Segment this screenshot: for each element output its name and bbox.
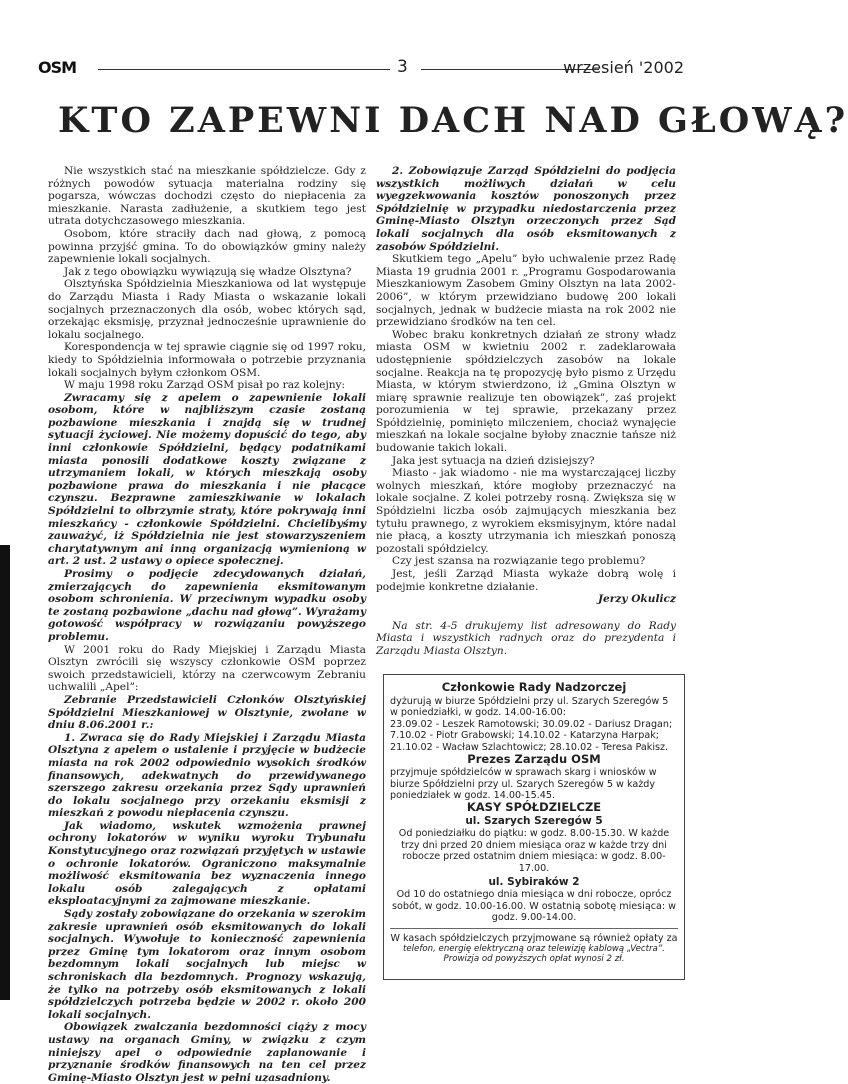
zarzad-title: Prezes Zarządu OSM (467, 751, 601, 766)
left-paragraph: Nie wszystkich stać na mieszkanie spółdzielcze. Gdy z różnych powodów sytuacja materialna rodziny się pogarsza, wówczas dochodzi często do niepłacenia za mieszkanie. Narasta zadłużenie, a skutkiem tego jest utrata dotychczasowego mieszkania. (48, 165, 366, 228)
right-paragraphs (376, 165, 676, 593)
left-paragraph: Korespondencja w tej sprawie ciągnie się od 1997 roku, kiedy to Spółdzielnia informowała o potrzebie przyznania lokali socjalnych byłym członkom OSM. (48, 341, 366, 379)
left-paragraph: Olsztyńska Spółdzielnia Mieszkaniowa od lat występuje do Zarządu Miasta i Rady Miasta o wskazanie lokali socjalnych przeznaczonych dla osób, wobec których sąd, orzekając eksmisję, przyznał jednocześnie uprawnienie do lokalu socjalnego. (48, 278, 366, 341)
box-footer-main: W kasach spółdzielczych przyjmowane są również opłaty za (390, 932, 678, 944)
editor-note: Na str. 4-5 drukujemy list adresowany do Rady Miasta i wszystkich radnych oraz do prezydenta i Zarządu Miasta Olsztyn. (376, 619, 676, 657)
scan-edge (0, 545, 10, 1000)
right-paragraph: Wobec braku konkretnych działań ze strony władz miasta OSM w kwietniu 2002 r. zadeklarowała udostępnienie spółdzielczych zasobów na lokale socjalne. Reakcja na tę propozycję było pismo z Urzędu Miasta, w którym stwierdzono, iż „Gmina Olsztyn w miarę sprawnie realizuje ten obowiązek”, zaś projekt porozumienia w tej sprawie, przekazany przez Spółdzielnię, pominięto milczeniem, chociaż wynajęcie mieszkań na lokale socjalne byłoby znacznie tańsze niż budowanie takich lokali. (376, 328, 676, 455)
left-paragraph: Obowiązek zwalczania bezdomności ciąży z mocy ustawy na organach Gminy, w związku z czym niniejszy apel o odpowiednie zaplanowanie i przyznanie środków finansowych na ten cel przez Gminę-Miasto Olsztyn jest w pełni uzasadniony. (48, 1021, 366, 1084)
right-paragraph: Jest, jeśli Zarząd Miasta wykaże dobrą wolę i podejmie konkretne działanie. (376, 568, 676, 593)
left-paragraph: W maju 1998 roku Zarząd OSM pisał po raz kolejny: (64, 379, 346, 392)
right-paragraph: Jaka jest sytuacja na dzień dzisiejszy? (392, 454, 595, 467)
left-paragraph: Sądy zostały zobowiązane do orzekania w szerokim zakresie uprawnień osób eksmitowanych do lokali socjalnych. Wywołuje to konieczność zapewnienia przez Gminę tym lokatorom oraz innym osobom bezdomnym lokali socjalnych lub miejsc w schroniskach dla bezdomnych. Prognozy wskazują, że tylko na potrzeby osób eksmitowanych z lokali spółdzielczych potrzeba będzie w 2002 r. około 200 lokali socjalnych. (48, 908, 366, 1021)
osm-logo: OSM (38, 58, 77, 77)
kasa1-title: ul. Szarych Szeregów 5 (465, 814, 603, 827)
left-paragraph: Zebranie Przedstawicieli Członków Olsztyńskiej Spółdzielni Mieszkaniowej w Olsztynie, zwołane w dniu 8.06.2001 r.: (48, 693, 366, 732)
kasa1-text: Od poniedziałku do piątku: w godz. 8.00-15.30. W każde trzy dni przed 20 dniem miesiąca oraz w każde trzy dni robocze przed ostatnim dniem miesiąca: w godz. 8.00-17.00. (398, 828, 670, 874)
box-footer-small: telefon, energię elektryczną oraz telewizję kablową „Vectra”. Prowizja od powyższych opłat wynosi 2 zł. (403, 944, 665, 965)
info-box (383, 674, 685, 980)
rada-title: Członkowie Rady Nadzorczej (441, 680, 627, 694)
kasa2-title: ul. Sybiraków 2 (488, 875, 580, 888)
left-paragraph: Zwracamy się z apelem o zapewnienie lokali osobom, które w najbliższym czasie zostaną pozbawione mieszkania i znajdą się w trudnej sytuacji życiowej. Nie możemy dopuścić do tego, aby inni członkowie Spółdzielni, będący podatnikami miasta ponosili dodatkowe koszty związane z utrzymaniem lokali, w których mieszkają osoby pozbawione prawa do mieszkania i nie płacące czynszu. Bezprawne zamieszkiwanie w lokalach Spółdzielni to olbrzymie straty, które pokrywają inni mieszkańcy - członkowie Spółdzielni. Chcielibyśmy zauważyć, iż Spółdzielnia nie jest stowarzyszeniem charytatywnym ani inną organizacją wymienioną w art. 2 ust. 2 ustawy o opiece społecznej. (48, 391, 366, 568)
right-paragraph: Czy jest szansa na rozwiązanie tego problemu? (392, 555, 646, 568)
left-paragraph: W 2001 roku do Rady Miejskiej i Zarządu Miasta Olsztyn zwrócili się wszyscy członkowie OSM poprzez swoich przedstawicieli, którzy na czerwcowym Zebraniu uchwalili „Apel”: (48, 643, 366, 694)
left-paragraph: Jak z tego obowiązku wywiązują się władze Olsztyna? (64, 265, 352, 278)
author-signature: Jerzy Okulicz (598, 593, 676, 606)
article-column-left (48, 165, 366, 1084)
issue-date: wrzesień '2002 (563, 58, 684, 77)
box-divider (390, 928, 678, 929)
page-header (38, 58, 684, 80)
left-paragraph: Jak wiadomo, wskutek wzmożenia prawnej ochrony lokatorów w wyniku wyroku Trybunału Konstytucyjnego oraz rozwiązań przyjętych w ustawie o ochronie lokatorów. Ograniczono maksymalnie możliwość eksmitowania bez wyznaczenia innego lokalu osób zalegających z opłatami eksploatacyjnymi za zajmowane mieszkanie. (48, 819, 366, 908)
zarzad-text: przyjmuje spółdzielców w sprawach skarg i wniosków w biurze Spółdzielni przy ul. Szarych Szeregów 5 w każdy poniedziałek w godz. 14.00-15.45. (390, 767, 657, 802)
page-number: 3 (397, 57, 408, 77)
rada-line-2: 7.10.02 - Piotr Grabowski; 14.10.02 - Katarzyna Harpak; (390, 730, 659, 742)
rada-intro: dyżurują w biurze Spółdzielni przy ul. Szarych Szeregów 5 w poniedziałki, w godz. 14.00-16.00: (390, 695, 669, 719)
rada-line-1: 23.09.02 - Leszek Ramotowski; 30.09.02 - Dariusz Dragan; (390, 718, 673, 730)
header-rule-left (98, 69, 390, 70)
right-paragraph: Skutkiem tego „Apelu” było uchwalenie przez Radę Miasta 19 grudnia 2001 r. „Programu Gospodarowania Mieszkaniowym Zasobem Gminy Olsztyn na lata 2002-2006”, w którym przewidziano budowę 200 lokali socjalnych, jednak w budżecie miasta na rok 2002 nie przewidziano środków na ten cel. (376, 253, 676, 329)
article-column-right (376, 165, 676, 658)
kasa2-text: Od 10 do ostatniego dnia miesiąca w dni robocze, oprócz sobót, w godz. 10.00-16.00. W ostatnią sobotę miesiąca: w godz. 9.00-14.00. (391, 889, 677, 924)
right-paragraph: 2. Zobowiązuje Zarząd Spółdzielni do podjęcia wszystkich możliwych działań w celu wyegzekwowania kosztów ponoszonych przez Spółdzielnię w przypadku niedostarczenia przez Gminę-Miasto Olsztyn orzeczonych przez Sąd lokali socjalnych dla osób eksmitowanych z zasobów Spółdzielni. (376, 165, 676, 253)
left-paragraph: 1. Zwraca się do Rady Miejskiej i Zarządu Miasta Olsztyna z apelem o ustalenie i przyjęcie w budżecie miasta na rok 2002 odpowiednio wysokich środków finansowych, adekwatnych do przewidywanego szerszego zakresu orzekania przez Sądy uprawnień do lokalu socjalnego przy orzekaniu eksmisji z mieszkań z powodu niepłacenia czynszu. (48, 731, 366, 820)
article-headline: KTO ZAPEWNI DACH NAD GŁOWĄ? (58, 100, 848, 141)
left-paragraph: Osobom, które straciły dach nad głową, z pomocą powinna przyjść gmina. To do obowiązków gminy należy zapewnienie lokali socjalnych. (48, 227, 366, 266)
rada-line-3: 21.10.02 - Wacław Szlachtowicz; 28.10.02 - Teresa Pakisz. (390, 741, 669, 753)
right-paragraph: Miasto - jak wiadomo - nie ma wystarczającej liczby wolnych mieszkań, które mogłoby przeznaczyć na lokale socjalne. Z kolei potrzeby rosną. Zwiększa się w Spółdzielni liczba osób zajmujących mieszkania bez tytułu prawnego, z wyrokiem eksmisyjnym, które nadal nie płacą, a koszty utrzymania ich mieszkań ponoszą pozostali spółdzielcy. (376, 467, 676, 555)
kasy-title: KASY SPÓŁDZIELCZE (466, 799, 602, 814)
left-paragraph: Prosimy o podjęcie zdecydowanych działań, zmierzających do zapewnienia eksmitowanym osobom schronienia. W przeciwnym wypadku osoby te zostaną pozbawione „dachu nad głową”. Wyrażamy gotowość współpracy w rozwiązaniu powyższego problemu. (48, 568, 366, 643)
